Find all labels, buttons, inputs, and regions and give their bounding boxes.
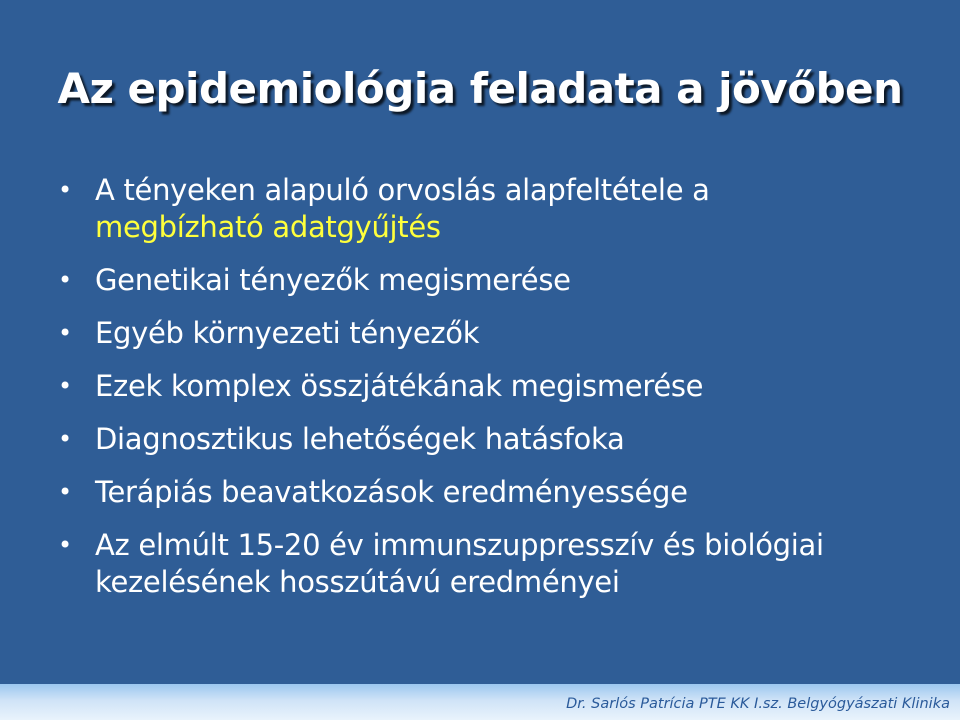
bullet-item [58, 527, 918, 601]
bullet-text: Genetikai tényezők megismerése [95, 263, 571, 297]
bullet-item [58, 315, 918, 352]
bullet-item [58, 368, 918, 405]
slide-title: Az epidemiológia feladata a jövőben [57, 64, 903, 113]
bullet-item [58, 172, 918, 246]
bullet-list [58, 172, 918, 617]
bullet-text: Egyéb környezeti tényezők [95, 316, 480, 350]
bullet-highlight-text: megbízható adatgyűjtés [95, 210, 441, 244]
bullet-text: Diagnosztikus lehetőségek hatásfoka [95, 422, 625, 456]
bullet-item [58, 262, 918, 299]
bullet-dot-icon: • [58, 425, 72, 453]
bullet-item [58, 421, 918, 458]
bullet-dot-icon: • [58, 266, 72, 294]
footer-bar [0, 684, 960, 720]
footer-author: Dr. Sarlós Patrícia PTE KK I.sz. Belgyógyászati Klinika [566, 696, 950, 712]
bullet-dot-icon: • [58, 372, 72, 400]
bullet-text: Ezek komplex összjátékának megismerése [95, 369, 704, 403]
bullet-text: Terápiás beavatkozások eredményessége [95, 475, 688, 509]
bullet-dot-icon: • [58, 319, 72, 347]
bullet-text: Az elmúlt 15-20 év immunszuppresszív és biológiai kezelésének hosszútávú eredményei [95, 528, 824, 599]
bullet-dot-icon: • [58, 478, 72, 506]
bullet-dot-icon: • [58, 531, 72, 559]
bullet-item [58, 474, 918, 511]
bullet-text: A tényeken alapuló orvoslás alapfeltétele a [95, 173, 710, 207]
bullet-dot-icon: • [58, 176, 72, 204]
